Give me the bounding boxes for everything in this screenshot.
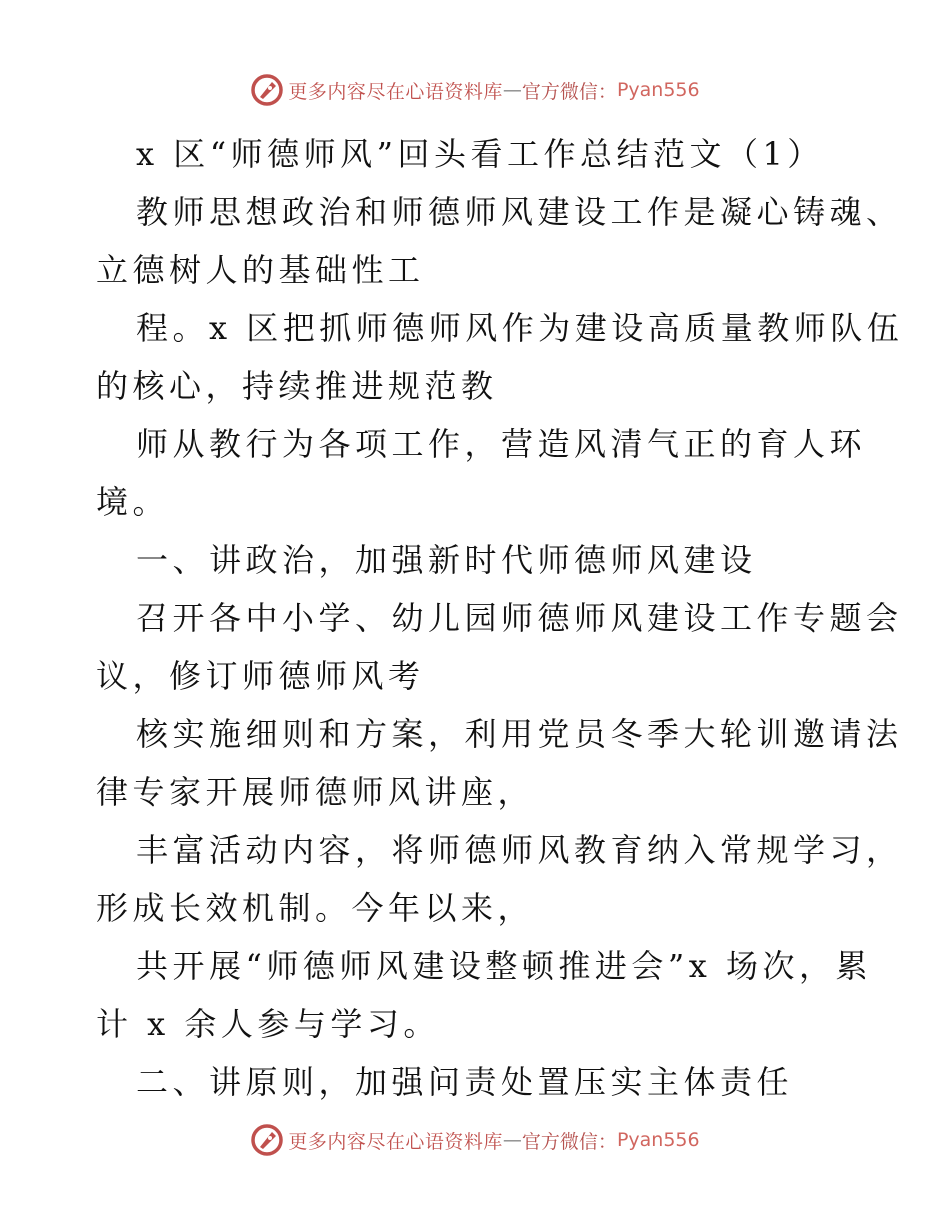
paragraph-line: 立德树人的基础性工	[96, 251, 425, 289]
banner-dash: —	[502, 1129, 522, 1151]
pen-nib-icon	[250, 1123, 284, 1157]
footer-banner	[0, 1120, 950, 1160]
document-body	[96, 125, 904, 1111]
paragraph-line: 师从教行为各项工作，营造风清气正的育人环	[136, 425, 867, 463]
paragraph-line: 的核心，持续推进规范教	[96, 367, 498, 405]
paragraph-line: 律专家开展师德师风讲座，	[96, 773, 535, 811]
paragraph-line: 形成长效机制。今年以来，	[96, 889, 535, 927]
banner-text: 更多内容尽在心语资料库	[288, 1130, 503, 1153]
banner-wechat-id: Pyan556	[616, 79, 700, 101]
document-title: x 区“师德师风”回头看工作总结范文（1）	[136, 135, 824, 173]
header-banner	[0, 70, 950, 110]
banner-text: 更多内容尽在心语资料库	[288, 80, 503, 103]
banner-wechat-label: 官方微信：	[521, 80, 617, 103]
paragraph-line: 程。x 区把抓师德师风作为建设高质量教师队伍	[136, 309, 904, 347]
banner-wechat-label: 官方微信：	[521, 1130, 617, 1153]
paragraph-line: 教师思想政治和师德师风建设工作是凝心铸魂、	[136, 193, 903, 231]
banner-wechat-id: Pyan556	[616, 1129, 700, 1151]
paragraph-line: 计 x 余人参与学习。	[96, 1005, 440, 1043]
section-heading: 二、讲原则，加强问责处置压实主体责任	[136, 1063, 794, 1101]
paragraph-line: 议，修订师德师风考	[96, 657, 425, 695]
paragraph-line: 核实施细则和方案，利用党员冬季大轮训邀请法	[136, 715, 903, 753]
paragraph-line: 召开各中小学、幼儿园师德师风建设工作专题会	[136, 599, 903, 637]
paragraph-line: 境。	[96, 483, 170, 521]
section-heading: 一、讲政治，加强新时代师德师风建设	[136, 541, 757, 579]
pen-nib-icon	[250, 73, 284, 107]
paragraph-line: 共开展“师德师风建设整顿推进会”x 场次，累	[136, 947, 872, 985]
paragraph-line: 丰富活动内容，将师德师风教育纳入常规学习，	[136, 831, 903, 869]
banner-dash: —	[502, 79, 522, 101]
